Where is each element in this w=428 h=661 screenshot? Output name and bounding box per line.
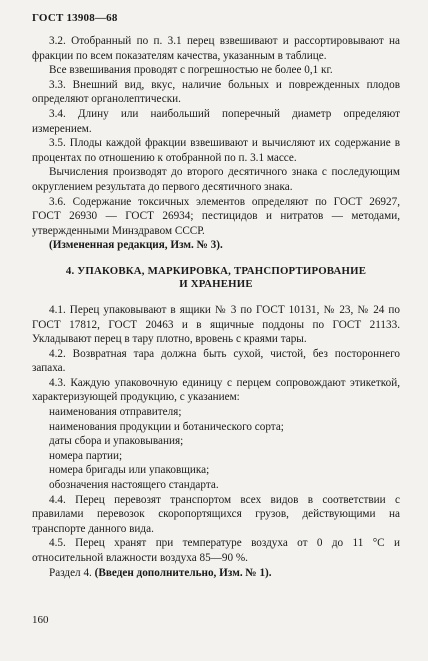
amendment-note-1: (Введен дополнительно, Изм. № 1). bbox=[94, 566, 272, 579]
section-title-line-1: 4. УПАКОВКА, МАРКИРОВКА, ТРАНСПОРТИРОВАНИЕ bbox=[65, 264, 367, 277]
amendment-prefix: Раздел 4. bbox=[49, 566, 95, 579]
paragraph-3-3: 3.3. Внешний вид, вкус, наличие больных и поврежденных плодов определяют органолептически. bbox=[32, 78, 400, 106]
standard-header: ГОСТ 13908—68 bbox=[32, 12, 118, 24]
paragraph-3-4: 3.4. Длину или наибольший поперечный диаметр определяют измерением. bbox=[32, 107, 400, 135]
paragraph-4-2: 4.2. Возвратная тара должна быть сухой, чистой, без постороннего запаха. bbox=[32, 347, 400, 375]
section-4-title bbox=[32, 265, 400, 291]
list-item: обозначения настоящего стандарта. bbox=[49, 479, 219, 492]
list-item: наименования продукции и ботанического сорта; bbox=[49, 420, 284, 433]
paragraph-weighing-accuracy: Все взвешивания проводят с погрешностью не более 0,1 кг. bbox=[49, 64, 333, 77]
paragraph-4-1: 4.1. Перец упаковывают в ящики № 3 по ГОСТ 10131, № 23, № 24 по ГОСТ 17812, ГОСТ 20463 и в ящичные поддоны по ГОСТ 21133. Укладывают перец в тару плотно, вровень с краями тары. bbox=[32, 303, 400, 346]
list-item: наименования отправителя; bbox=[49, 406, 182, 419]
paragraph-calculation: Вычисления производят до второго десятичного знака с последующим округлением результата до первого десятичного знака. bbox=[32, 166, 400, 193]
paragraph-3-6: 3.6. Содержание токсичных элементов определяют по ГОСТ 26927, ГОСТ 26930 — ГОСТ 26934; пестицидов и нитратов — методами, утвержденными Минздравом СССР. bbox=[32, 195, 400, 237]
section-title-line-2: И ХРАНЕНИЕ bbox=[179, 277, 253, 290]
paragraph-4-3: 4.3. Каждую упаковочную единицу с перцем сопровождают этикеткой, характеризующей продукцию, с указанием: bbox=[32, 376, 400, 404]
list-item: номера бригады или упаковщика; bbox=[49, 464, 210, 477]
list-item: номера партии; bbox=[49, 449, 123, 462]
section-4-amendment-note bbox=[32, 566, 400, 581]
page-number: 160 bbox=[32, 614, 49, 626]
paragraph-3-5: 3.5. Плоды каждой фракции взвешивают и вычисляют их содержание в процентах по отношению к отобранной по п. 3.1 массе. bbox=[32, 137, 400, 164]
paragraph-4-5: 4.5. Перец хранят при температуре воздуха от 0 до 11 °С и относительной влажности воздуха 85—90 %. bbox=[32, 537, 400, 564]
paragraph-4-4: 4.4. Перец перевозят транспортом всех видов в соответствии с правилами перевозок скоропортящихся грузов, действующими на транспорте данного вида. bbox=[32, 493, 400, 535]
paragraph-3-2: 3.2. Отобранный по п. 3.1 перец взвешивают и рассортировывают на фракции по всем показателям качества, указанным в таблице. bbox=[32, 35, 400, 62]
list-item: даты сбора и упаковывания; bbox=[49, 435, 184, 448]
amendment-note-3: (Измененная редакция, Изм. № 3). bbox=[49, 239, 223, 252]
document-body bbox=[32, 34, 400, 580]
